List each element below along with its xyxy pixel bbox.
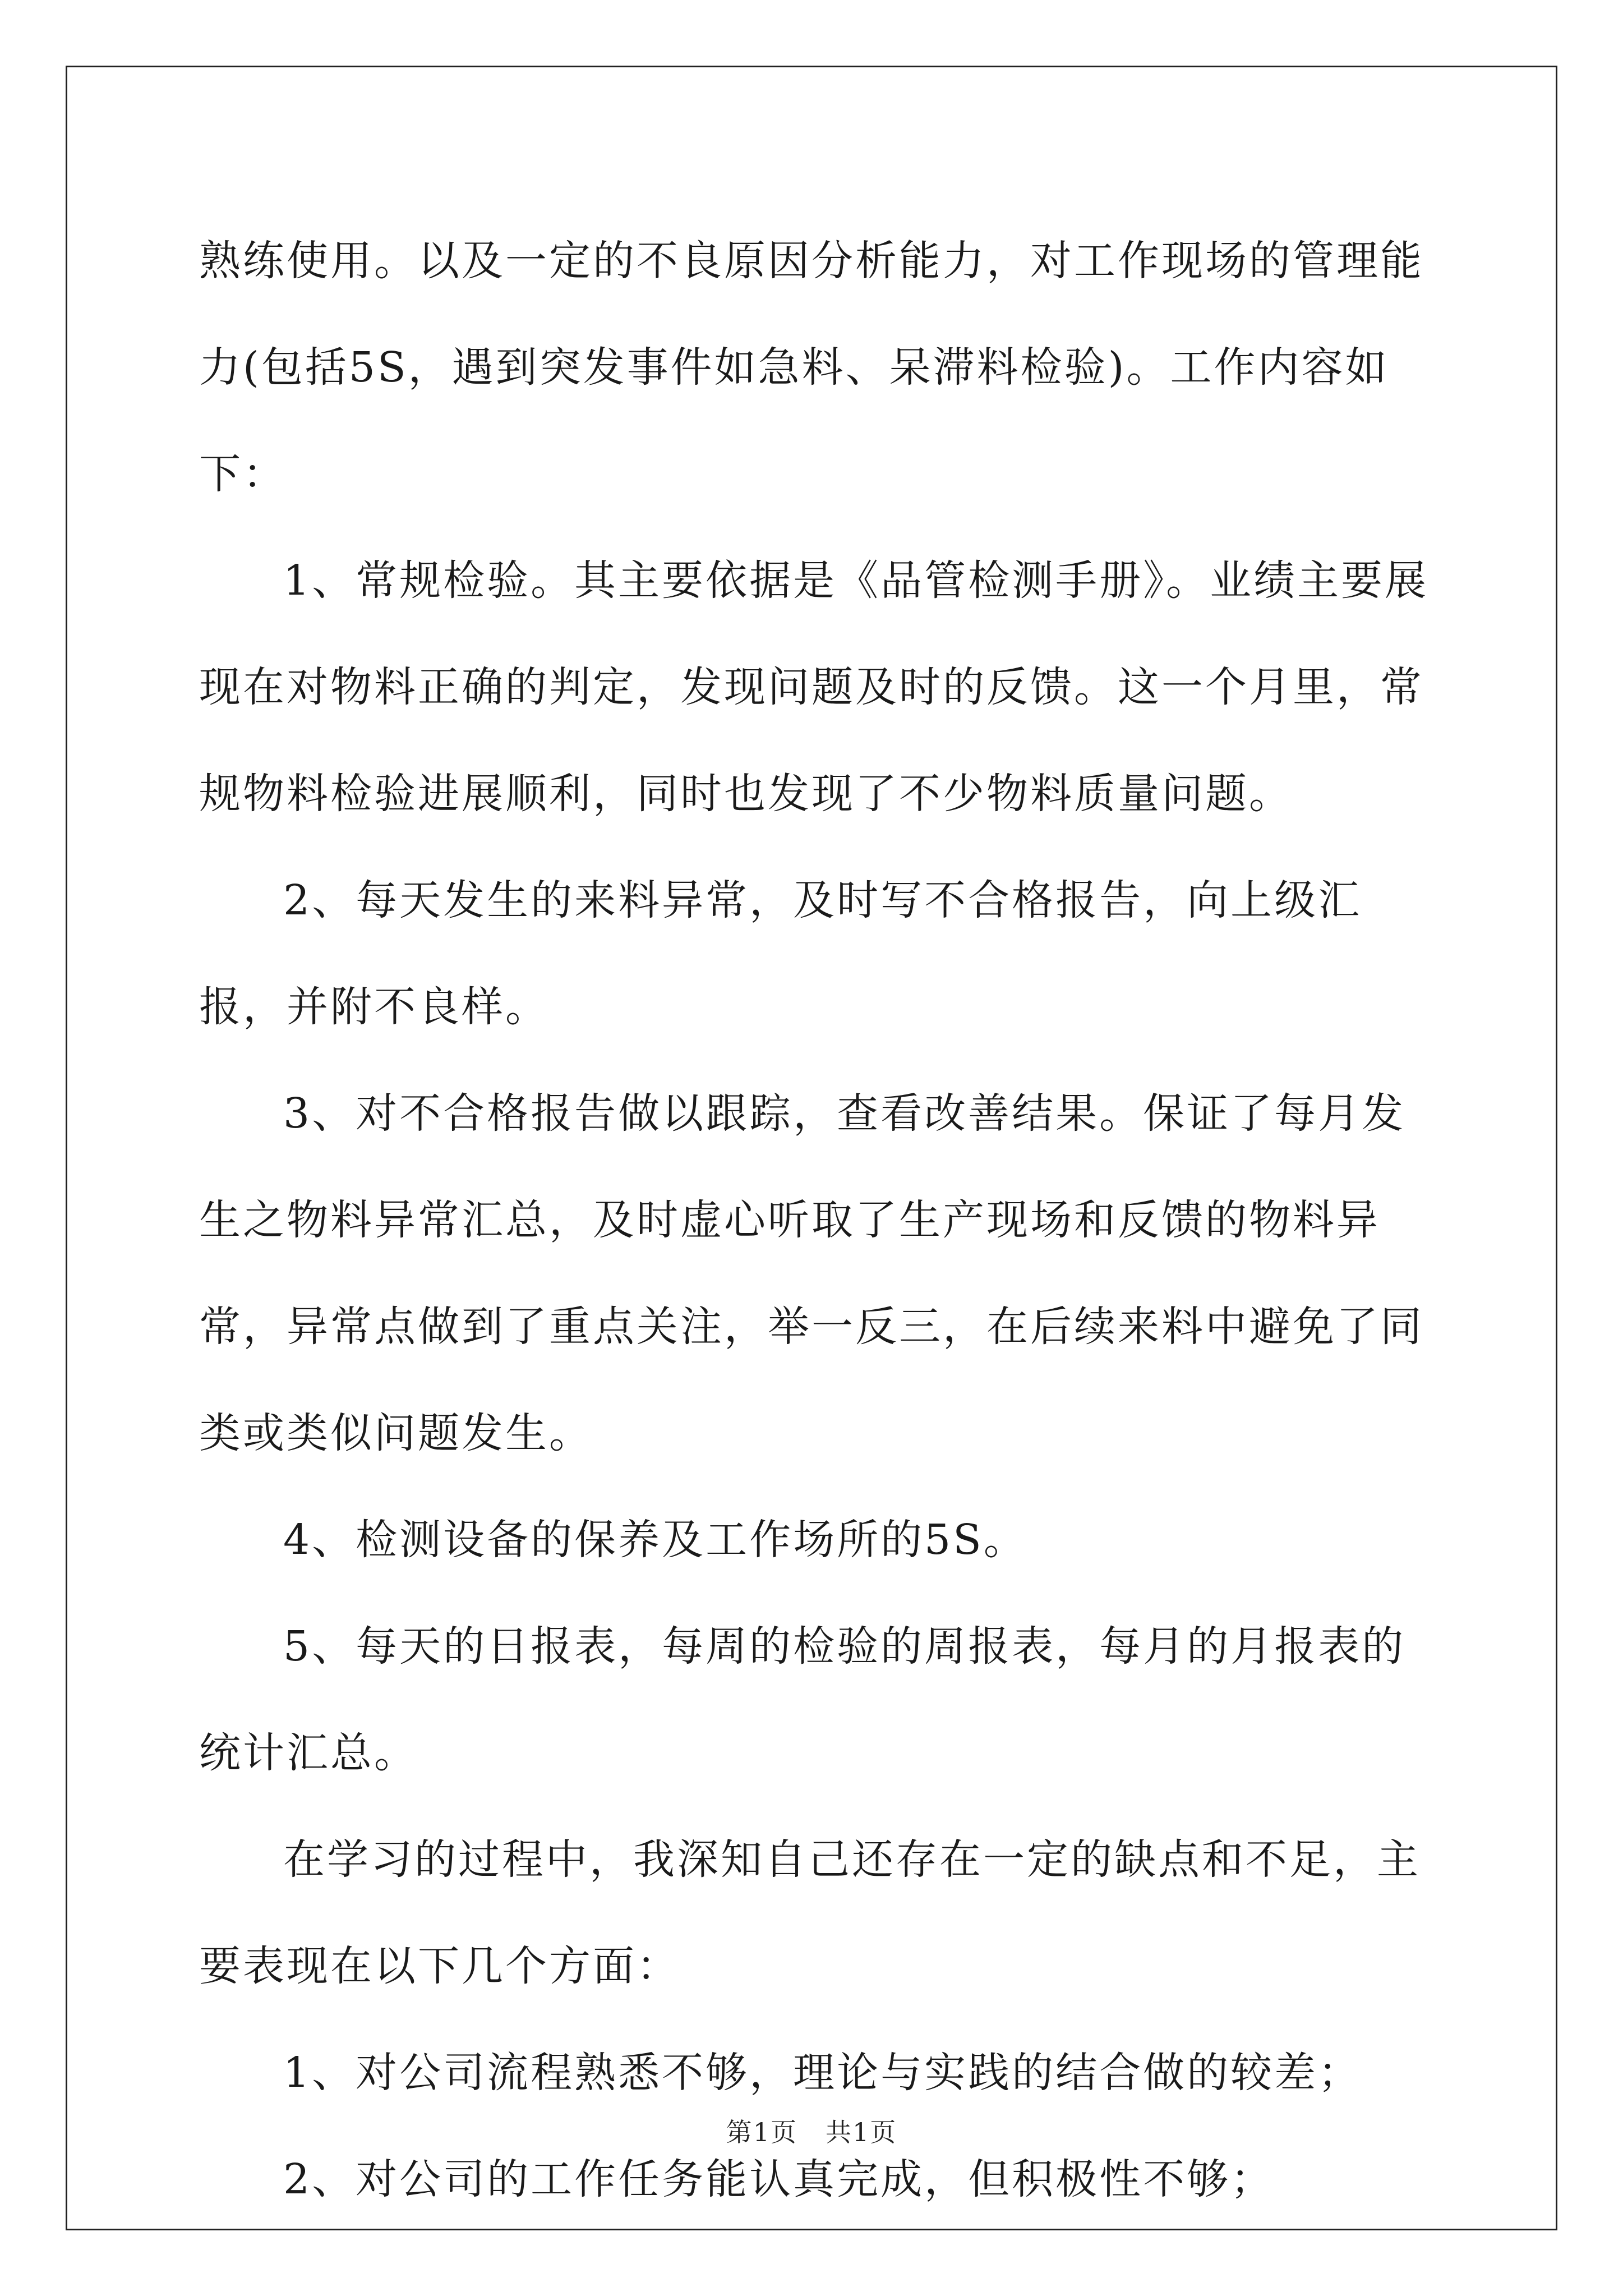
paragraph-3: 2、每天发生的来料异常，及时写不合格报告，向上级汇报，并附不良样。 xyxy=(199,876,1362,1031)
paragraph-8: 1、对公司流程熟悉不够，理论与实践的结合做的较差； xyxy=(283,2049,1362,2097)
paragraph-4: 3、对不合格报告做以跟踪，查看改善结果。保证了每月发生之物料异常汇总，及时虚心听取了生产现场和反馈的物料异常，异常点做到了重点关注，举一反三，在后续来料中避免了同类或类似问题发生。 xyxy=(199,1089,1424,1457)
paragraph-2: 1、常规检验。其主要依据是《品管检测手册》。业绩主要展现在对物料正确的判定，发现问题及时的反馈。这一个月里，常规物料检验进展顺利，同时也发现了不少物料质量问题。 xyxy=(199,556,1429,818)
page-footer xyxy=(0,2112,1623,2149)
paragraph-6: 5、每天的日报表，每周的检验的周报表，每月的月报表的统计汇总。 xyxy=(199,1622,1406,1777)
paragraph-9: 2、对公司的工作任务能认真完成，但积极性不够； xyxy=(283,2155,1275,2203)
paragraph-1: 熟练使用。以及一定的不良原因分析能力，对工作现场的管理能力(包括5S，遇到突发事件如急料、呆滞料检验)。工作内容如下： xyxy=(199,237,1424,498)
page-number-current: 第1页 xyxy=(726,2117,797,2147)
paragraph-7: 在学习的过程中，我深知自己还存在一定的缺点和不足，主要表现在以下几个方面： xyxy=(199,1835,1421,1990)
document-body xyxy=(199,208,1433,2233)
paragraph-5: 4、检测设备的保养及工作场所的5S。 xyxy=(283,1516,1027,1564)
page-number-total: 共1页 xyxy=(826,2117,897,2147)
